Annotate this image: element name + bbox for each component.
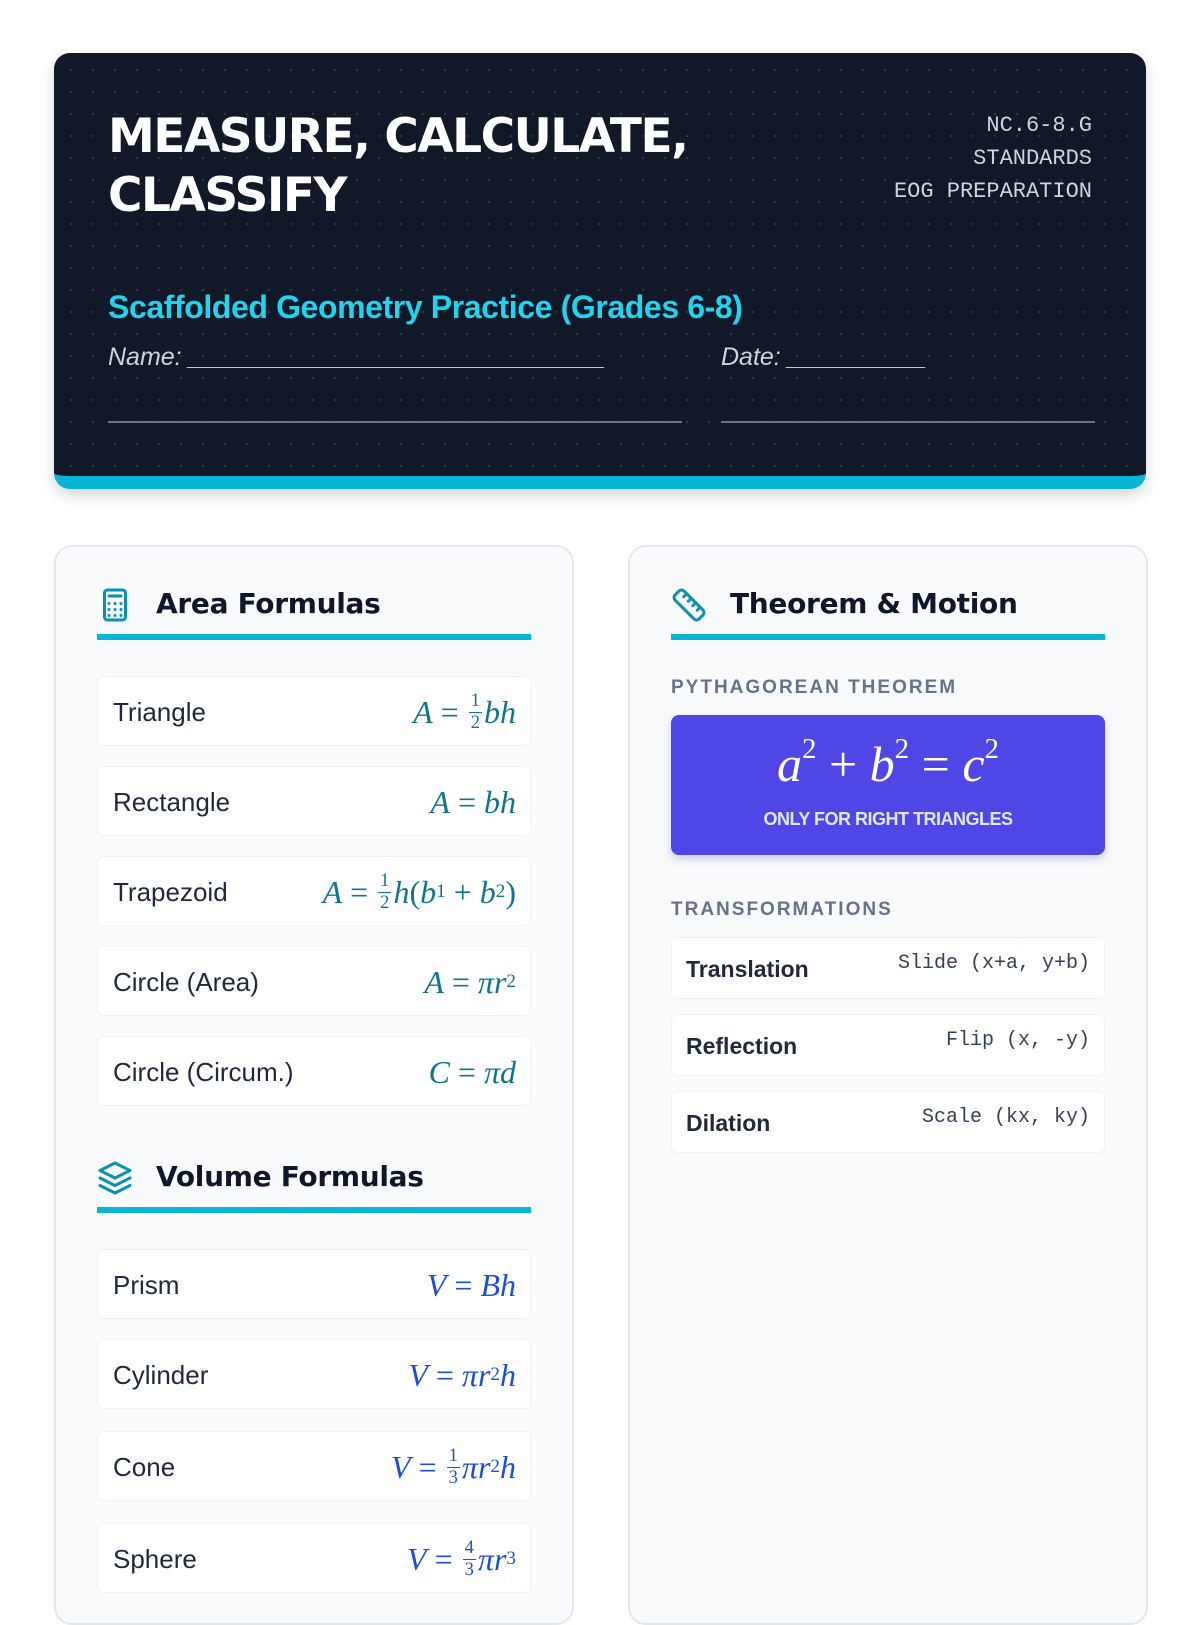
pythagorean-formula: $a^2 + b^2 = c^2$ [776,732,1000,792]
layers-icon [97,1159,133,1197]
worksheet-header [54,53,1146,489]
transformation-rule: Scale (kx, ky) [921,1106,1090,1129]
list-item [97,1339,531,1409]
pythagorean-note: ONLY FOR RIGHT TRIANGLES [763,809,1013,829]
ruler-icon [671,586,707,624]
transformation-row [671,937,1105,999]
worksheet-title: MEASURE, CALCULATE, CLASSIFY [108,109,688,223]
transformation-name: Dilation [686,1110,771,1136]
triangle-area-formula: A = $\frac{1}{2}$ bh [413,689,516,733]
formula-label: Trapezoid [113,877,228,907]
area-section-header [97,584,531,640]
date-field[interactable]: Date: __________ [721,343,927,371]
formula-label: Prism [113,1270,180,1300]
formulas-card [54,545,574,1625]
formula-label: Cylinder [113,1360,209,1390]
calculator-icon [97,586,133,624]
standards-code: NC.6-8.G [986,113,1092,138]
name-underline [108,421,682,423]
list-item [97,946,531,1016]
volume-section-header [97,1157,531,1213]
transformation-row [671,1091,1105,1153]
pythagorean-label: PYTHAGOREAN THEOREM [671,677,958,698]
theorem-heading: Theorem & Motion [730,587,1018,620]
list-item [97,766,531,836]
list-item [97,856,531,926]
transformation-row [671,1014,1105,1076]
list-item [97,1431,531,1501]
area-heading: Area Formulas [156,587,381,620]
list-item [97,1249,531,1319]
list-item [97,676,531,746]
formula-label: Circle (Circum.) [113,1057,294,1087]
formula-label: Circle (Area) [113,967,259,997]
standards-block [894,109,1092,208]
theorem-card [628,545,1148,1625]
rectangle-area-formula: A = bh [430,783,516,820]
worksheet-subtitle: Scaffolded Geometry Practice (Grades 6-8) [108,289,743,325]
transformation-name: Translation [686,956,809,982]
cone-volume-formula: V = $\frac{1}{3}$ πr 2 h [391,1444,516,1488]
formula-label: Cone [113,1452,176,1482]
formula-label: Rectangle [113,787,231,817]
transformation-name: Reflection [686,1033,798,1059]
cylinder-volume-formula: V = πr 2 h [408,1356,516,1393]
standards-label: STANDARDS [973,146,1092,171]
prism-volume-formula: V = Bh [426,1266,516,1303]
standards-prep: EOG PREPARATION [893,179,1092,204]
sphere-volume-formula: V = $\frac{4}{3}$ πr 3 [407,1536,516,1580]
transformation-rule: Flip (x, -y) [945,1029,1090,1052]
trapezoid-area-formula: A = $\frac{1}{2}$ h ( b 1 + b 2 ) [322,869,516,913]
theorem-section-header [671,584,1105,640]
formula-label: Triangle [113,697,206,727]
circle-area-formula: A = πr 2 [424,963,516,1000]
transformation-rule: Slide (x+a, y+b) [897,952,1090,975]
pythagorean-box [671,715,1105,855]
list-item [97,1036,531,1106]
circle-circumference-formula: C = πd [428,1053,516,1090]
name-field[interactable]: Name: ______________________________ [108,343,606,371]
formula-label: Sphere [113,1544,197,1574]
date-underline [721,421,1095,423]
volume-heading: Volume Formulas [156,1160,424,1193]
list-item [97,1523,531,1593]
transformations-label: TRANSFORMATIONS [671,899,893,920]
